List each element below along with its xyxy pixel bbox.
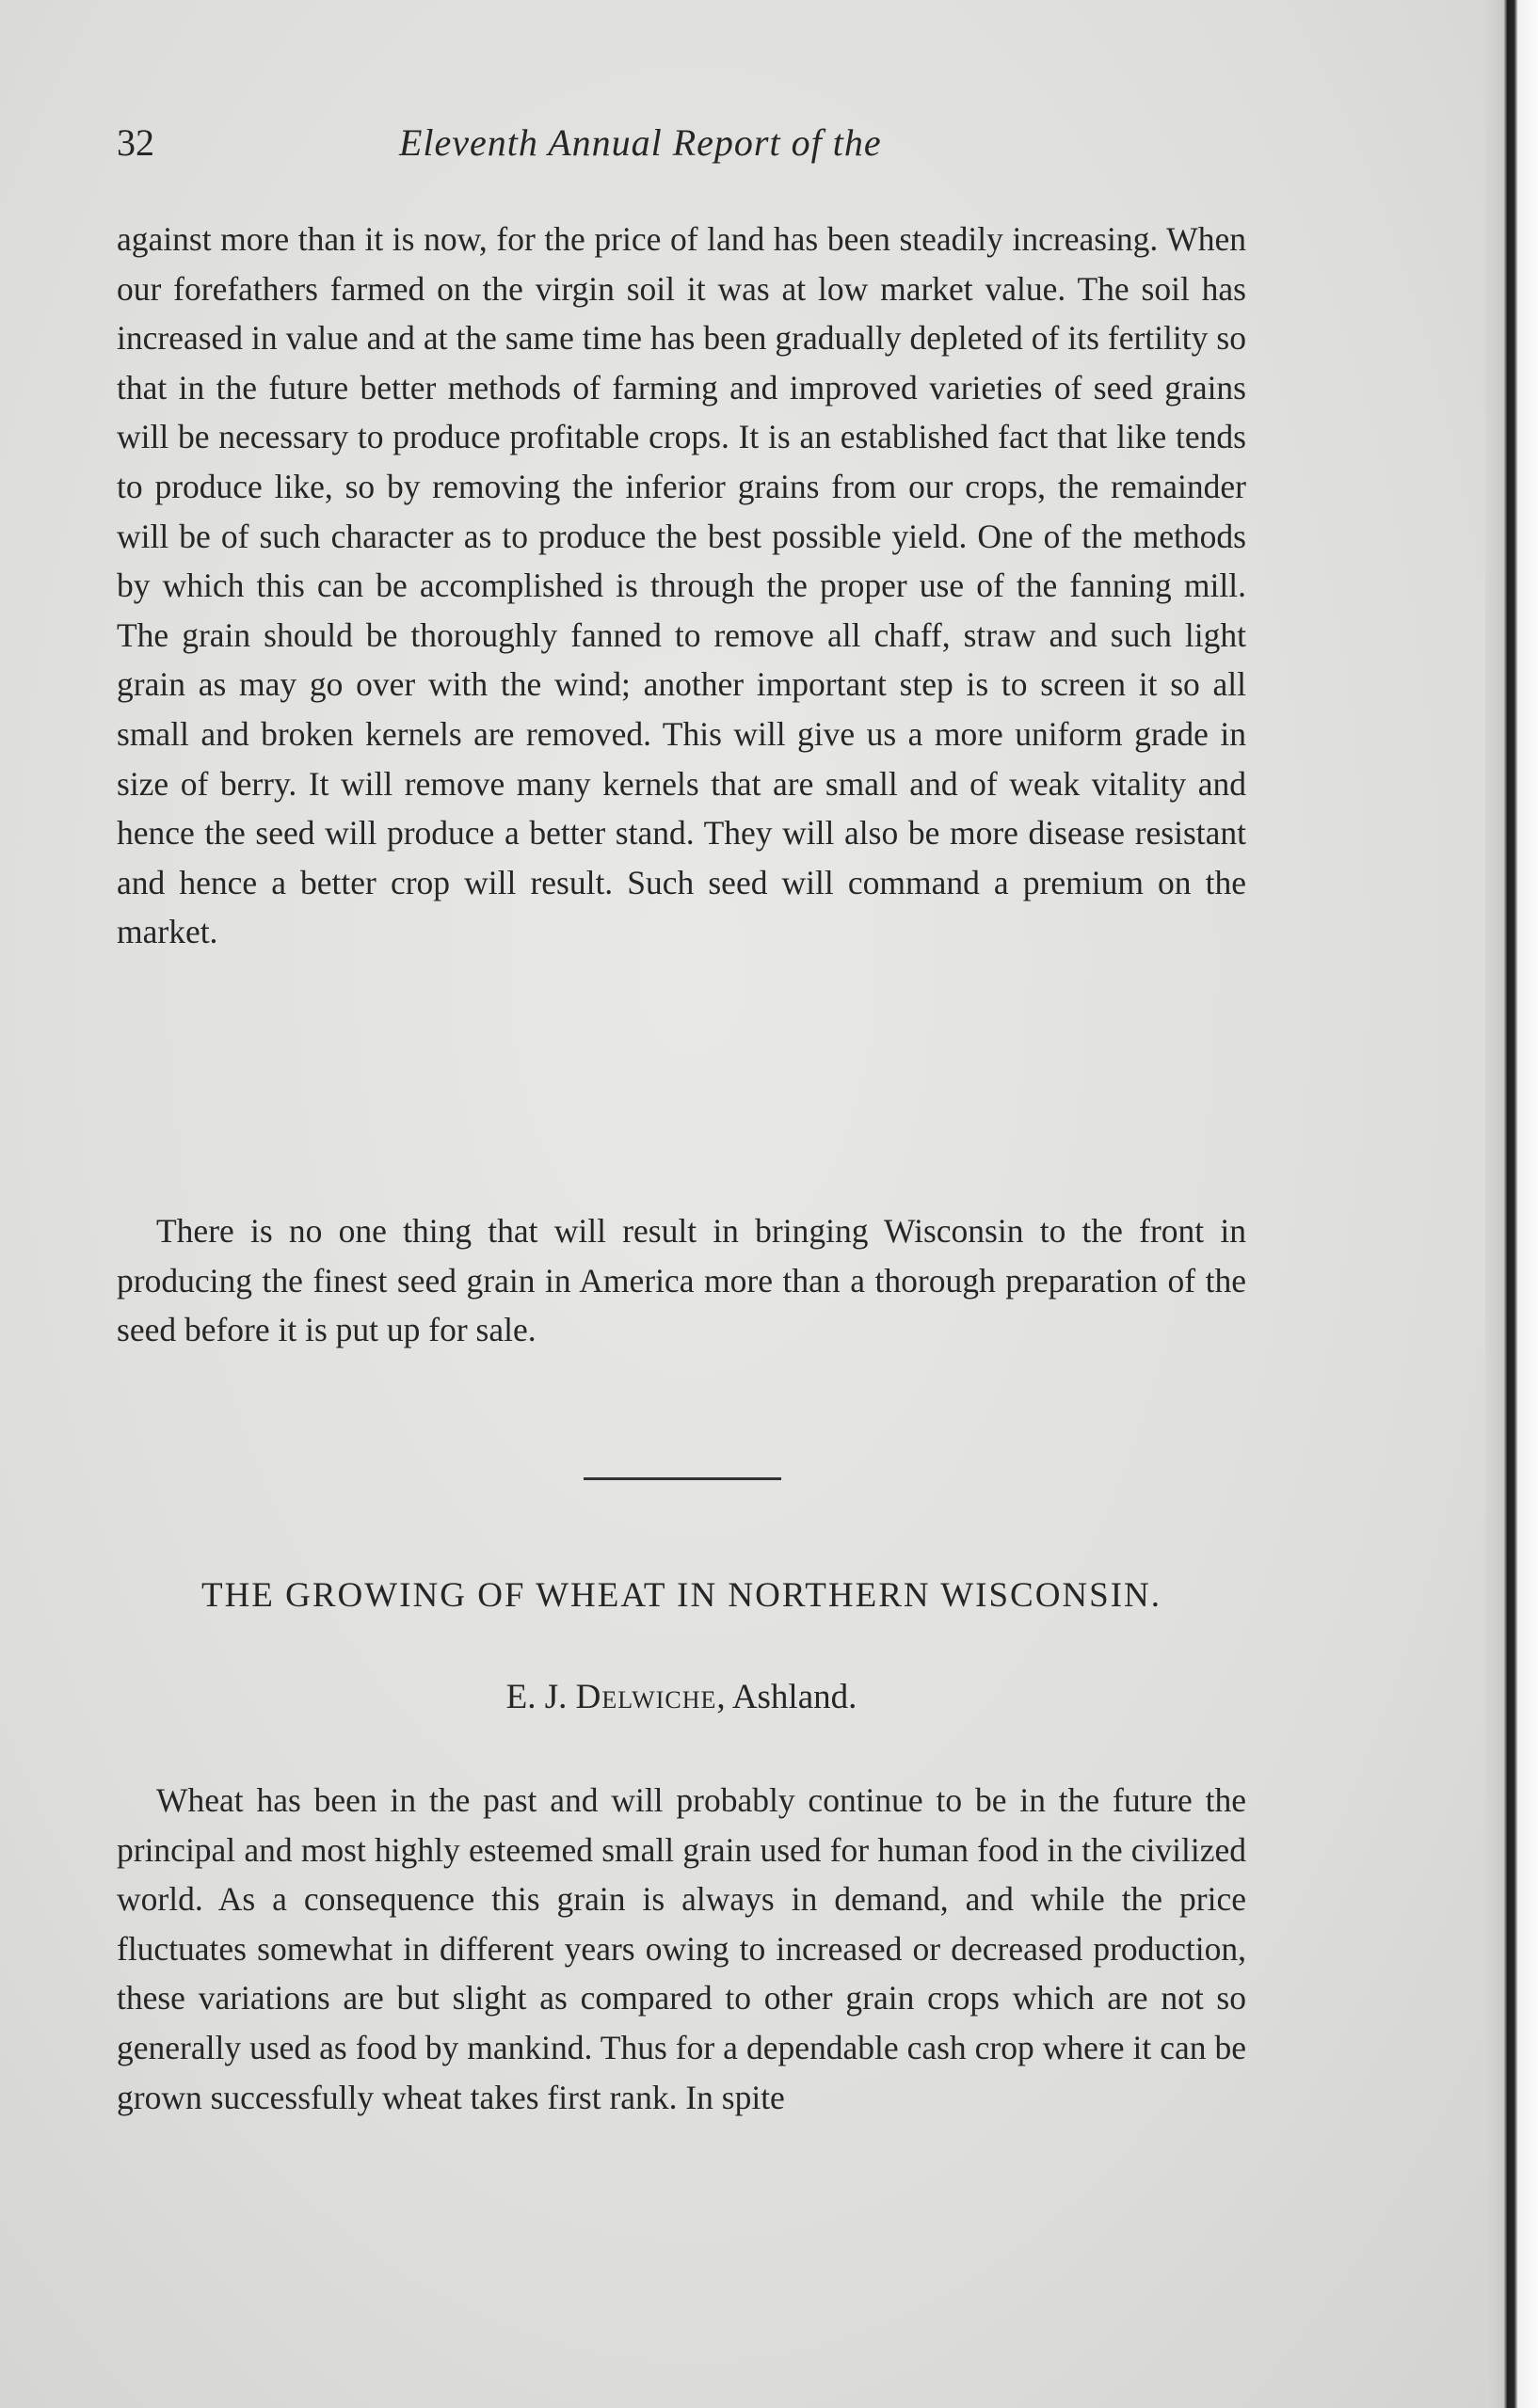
- paragraph-wisconsin: There is no one thing that will result in bringing Wisconsin to the front in producing the finest seed grain in America more than a thorough preparation of the seed before it is put up for sale.: [117, 1212, 1246, 1349]
- article-first-paragraph: Wheat has been in the past and will probably continue to be in the future the principal and most highly esteemed small grain used for human food in the civilized world. As a consequence this grain is always in demand, and while the price fluctuates somewhat in different years owing to increased or decreased production, these variations are but slight as compared to other grain crops which are not so generally used as food by mankind. Thus for a dependable cash crop where it can be grown successfully wheat takes first rank. In spite: [117, 1781, 1246, 2116]
- section-divider: [584, 1477, 781, 1480]
- page-header: [117, 120, 1246, 177]
- article-byline: [117, 1677, 1246, 1717]
- page-number: 32: [117, 121, 154, 164]
- page-edge-shadow: [1485, 0, 1538, 2408]
- author-location: , Ashland.: [716, 1678, 857, 1716]
- running-title: Eleventh Annual Report of the: [399, 121, 882, 164]
- paragraph-continuation: against more than it is now, for the price of land has been steadily increasing. When our forefathers farmed on the virgin soil it was at low market value. The soil has increased in value and at the same time has been gradually depleted of its fertility so that in the future better methods of farming and improved varieties of seed grains will be necessary to produce profitable crops. It is an established fact that like tends to produce like, so by removing the inferior grains from our crops, the remainder will be of such character as to produce the best possible yield. One of the methods by which this can be accomplished is through the proper use of the fanning mill. The grain should be thoroughly fanned to remove all chaff, straw and such light grain as may go over with the wind; another important step is to screen it so all small and broken kernels are removed. This will give us a more uniform grade in size of berry. It will remove many kernels that are small and of weak vitality and hence the seed will produce a better stand. They will also be more disease resistant and hence a better crop will result. Such seed will command a premium on the market.: [117, 220, 1246, 951]
- author-initials: E. J.: [505, 1678, 568, 1716]
- article-title: THE GROWING OF WHEAT IN NORTHERN WISCONSIN.: [200, 1576, 1162, 1615]
- author-surname: Delwiche: [575, 1678, 717, 1716]
